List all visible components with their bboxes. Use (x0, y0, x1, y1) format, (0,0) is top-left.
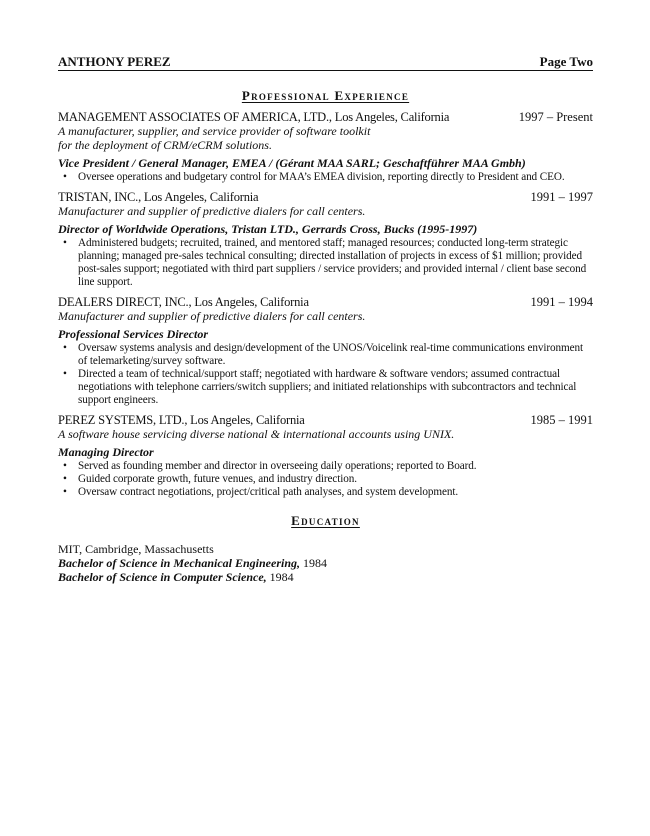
company-row (58, 413, 593, 427)
job-entry (58, 413, 593, 499)
job-dates: 1991 – 1997 (530, 190, 593, 204)
job-entry (58, 110, 593, 184)
company-name: DEALERS DIRECT, INC., Los Angeles, California (58, 295, 309, 309)
job-dates: 1997 – Present (518, 110, 593, 124)
job-title: Managing Director (58, 445, 154, 459)
company-name: TRISTAN, INC., Los Angeles, California (58, 190, 259, 204)
company-description: A software house servicing diverse national & international accounts using UNIX. (58, 427, 455, 441)
duty-item: • Oversee operations and budgetary control for MAA’s EMEA division, reporting directly to President and CEO. (58, 171, 593, 184)
duties-list (58, 171, 593, 184)
job-title: Director of Worldwide Operations, Tristan LTD., Gerrards Cross, Bucks (1995-1997) (58, 222, 478, 236)
education-section-title: Education (291, 513, 360, 528)
page-header (58, 54, 593, 71)
company-name: PEREZ SYSTEMS, LTD., Los Angeles, California (58, 413, 305, 427)
duty-item: • Oversaw contract negotiations, project/critical path analyses, and system development. (58, 486, 593, 499)
company-description: Manufacturer and supplier of predictive dialers for call centers. (58, 309, 366, 323)
job-entry (58, 295, 593, 407)
experience-section-title: Professional Experience (241, 88, 410, 103)
duty-item: • Guided corporate growth, future venues, and industry direction. (58, 473, 593, 486)
company-description: Manufacturer and supplier of predictive dialers for call centers. (58, 204, 366, 218)
duties-list (58, 342, 593, 407)
company-row (58, 190, 593, 204)
degree-entry (58, 556, 593, 570)
company-row (58, 110, 593, 124)
degree-name: Bachelor of Science in Mechanical Engineering, (58, 556, 301, 570)
job-entry (58, 190, 593, 289)
company-row (58, 295, 593, 309)
duty-item: • Served as founding member and director in overseeing daily operations; reported to Board. (58, 460, 593, 473)
duty-item: • Oversaw systems analysis and design/development of the UNOS/Voicelink real-time communications environment of telemarketing/survey software. (58, 342, 593, 368)
candidate-name: ANTHONY PEREZ (58, 54, 171, 69)
job-dates: 1991 – 1994 (530, 295, 593, 309)
job-dates: 1985 – 1991 (530, 413, 593, 427)
resume-page (58, 54, 593, 584)
job-title: Professional Services Director (58, 327, 208, 341)
degree-year: 1984 (266, 570, 294, 584)
company-name: MANAGEMENT ASSOCIATES OF AMERICA, LTD., Los Angeles, California (58, 110, 450, 124)
duty-item: • Directed a team of technical/support staff; negotiated with hardware & software vendors; assumed contractual negotiations with telephone carriers/switch suppliers; and initiated relationships with subcontractors and technical support engineers. (58, 368, 593, 407)
company-description: A manufacturer, supplier, and service provider of software toolkit (58, 124, 371, 138)
education-block (58, 542, 593, 584)
duties-list (58, 237, 593, 289)
company-description-continued: for the deployment of CRM/eCRM solutions. (58, 138, 272, 152)
degree-name: Bachelor of Science in Computer Science, (58, 570, 267, 584)
duty-item: • Administered budgets; recruited, trained, and mentored staff; managed resources; conducted long-term strategic planning; managed pre-sales technical consulting; directed installation of projects in excess of $1 million; provided post-sales support; negotiated with third part suppliers / service providers; and provided internal / client base second line support. (58, 237, 593, 289)
duties-list (58, 460, 593, 499)
job-title: Vice President / General Manager, EMEA / (Gérant MAA SARL; Geschaftführer MAA Gmbh) (58, 156, 526, 170)
degree-year: 1984 (300, 556, 328, 570)
page-number-label: Page Two (539, 54, 593, 69)
degree-entry (58, 570, 593, 584)
school-name: MIT, Cambridge, Massachusetts (58, 542, 214, 556)
